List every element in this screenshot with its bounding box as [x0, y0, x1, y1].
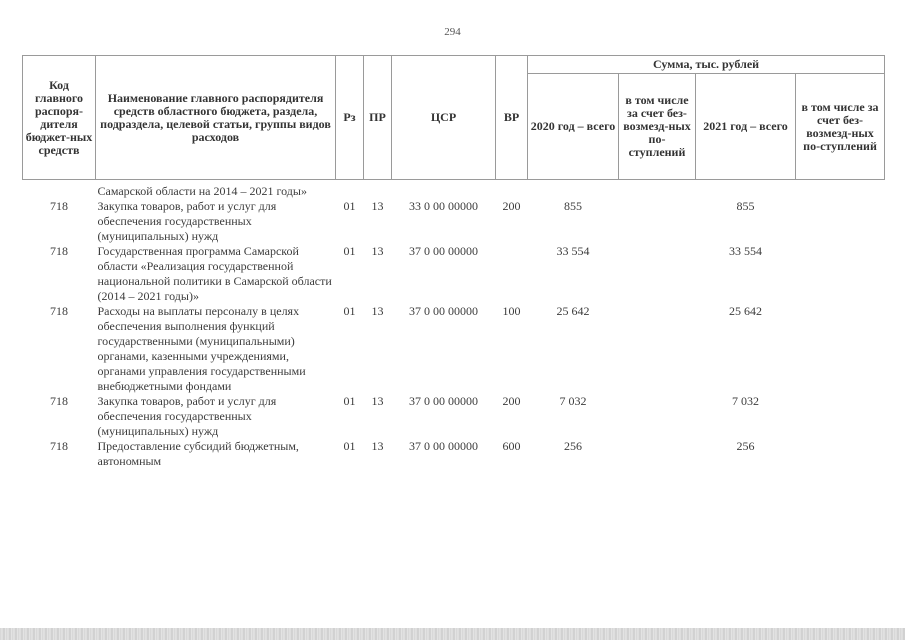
continuation-text: Самарской области на 2014 – 2021 годы» [97, 184, 307, 198]
row-name: Государственная программа Самарской области «Реализация государственной национальной политики в Самарской области (2014 – 2021 годы)» [97, 244, 332, 303]
row-pr: 13 [371, 394, 384, 408]
header-2020-free: в том числе за счет без-возмезд-ных по-ступлений [619, 74, 696, 180]
row-code: 718 [50, 439, 68, 453]
row-2020-free [619, 244, 696, 304]
row-2021-total: 7 032 [732, 394, 759, 408]
header-2021-free: в том числе за счет без-возмезд-ных по-ступлений [796, 74, 885, 180]
continuation-row [23, 184, 885, 199]
row-vr: 100 [502, 304, 521, 318]
header-pr: ПР [364, 56, 392, 180]
row-2020-free [619, 199, 696, 244]
row-name: Предоставление субсидий бюджетным, автономным [97, 439, 299, 468]
row-pr: 13 [371, 244, 384, 258]
row-rz: 01 [343, 304, 356, 318]
row-2020-total: 855 [564, 199, 582, 213]
row-2020-total: 256 [564, 439, 582, 453]
row-csr: 33 0 00 00000 [409, 199, 478, 213]
row-csr: 37 0 00 00000 [409, 244, 478, 258]
table-body [23, 180, 885, 470]
row-name: Закупка товаров, работ и услуг для обеспечения государственных (муниципальных) нужд [97, 394, 277, 438]
table-row [23, 244, 885, 304]
table-row [23, 394, 885, 439]
header-2020-total: 2020 год – всего [528, 74, 619, 180]
scan-artifact [0, 628, 905, 640]
row-2021-free [796, 199, 885, 244]
row-code: 718 [50, 199, 68, 213]
row-csr: 37 0 00 00000 [409, 439, 478, 453]
header-2021-total: 2021 год – всего [696, 74, 796, 180]
header-code: Код главного распоря-дителя бюджет-ных средств [23, 56, 96, 180]
header-name: Наименование главного распорядителя средств областного бюджета, раздела, подраздела, целевой статьи, группы видов расходов [96, 56, 336, 180]
row-rz: 01 [343, 199, 356, 213]
row-2021-free [796, 439, 885, 469]
row-2021-total: 855 [736, 199, 755, 213]
row-code: 718 [50, 244, 68, 258]
row-2020-free [619, 439, 696, 469]
row-rz: 01 [343, 394, 356, 408]
row-2020-total: 7 032 [559, 394, 587, 408]
row-vr: 200 [502, 394, 521, 408]
row-2020-total: 33 554 [556, 244, 590, 258]
row-2021-free [796, 394, 885, 439]
row-vr: 200 [502, 199, 521, 213]
header-rz: Рз [336, 56, 364, 180]
row-rz: 01 [343, 439, 356, 453]
row-code: 718 [50, 394, 68, 408]
row-2020-free [619, 304, 696, 394]
row-name: Закупка товаров, работ и услуг для обеспечения государственных (муниципальных) нужд [97, 199, 277, 243]
row-csr: 37 0 00 00000 [409, 394, 478, 408]
row-pr: 13 [371, 304, 384, 318]
row-vr: 600 [502, 439, 521, 453]
header-csr: ЦСР [392, 56, 496, 180]
row-pr: 13 [371, 199, 384, 213]
header-vr: ВР [496, 56, 528, 180]
row-name: Расходы на выплаты персоналу в целях обеспечения выполнения функций государственными (муниципальными) органами, казенными учреждениями, органами управления государственными внебюджетными фондами [97, 304, 306, 393]
row-rz: 01 [343, 244, 356, 258]
row-pr: 13 [371, 439, 384, 453]
row-2020-free [619, 394, 696, 439]
row-vr [496, 244, 528, 304]
table-row [23, 199, 885, 244]
row-2021-total: 25 642 [729, 304, 762, 318]
row-2021-free [796, 304, 885, 394]
row-2021-total: 33 554 [729, 244, 762, 258]
table-row [23, 439, 885, 469]
header-sum-group: Сумма, тыс. рублей [528, 56, 885, 74]
budget-table [22, 55, 885, 469]
row-2021-free [796, 244, 885, 304]
table-row [23, 304, 885, 394]
row-csr: 37 0 00 00000 [409, 304, 478, 318]
table-header [23, 56, 885, 180]
row-code: 718 [50, 304, 68, 318]
row-2020-total: 25 642 [556, 304, 590, 318]
row-2021-total: 256 [736, 439, 755, 453]
page-number: 294 [444, 26, 461, 38]
